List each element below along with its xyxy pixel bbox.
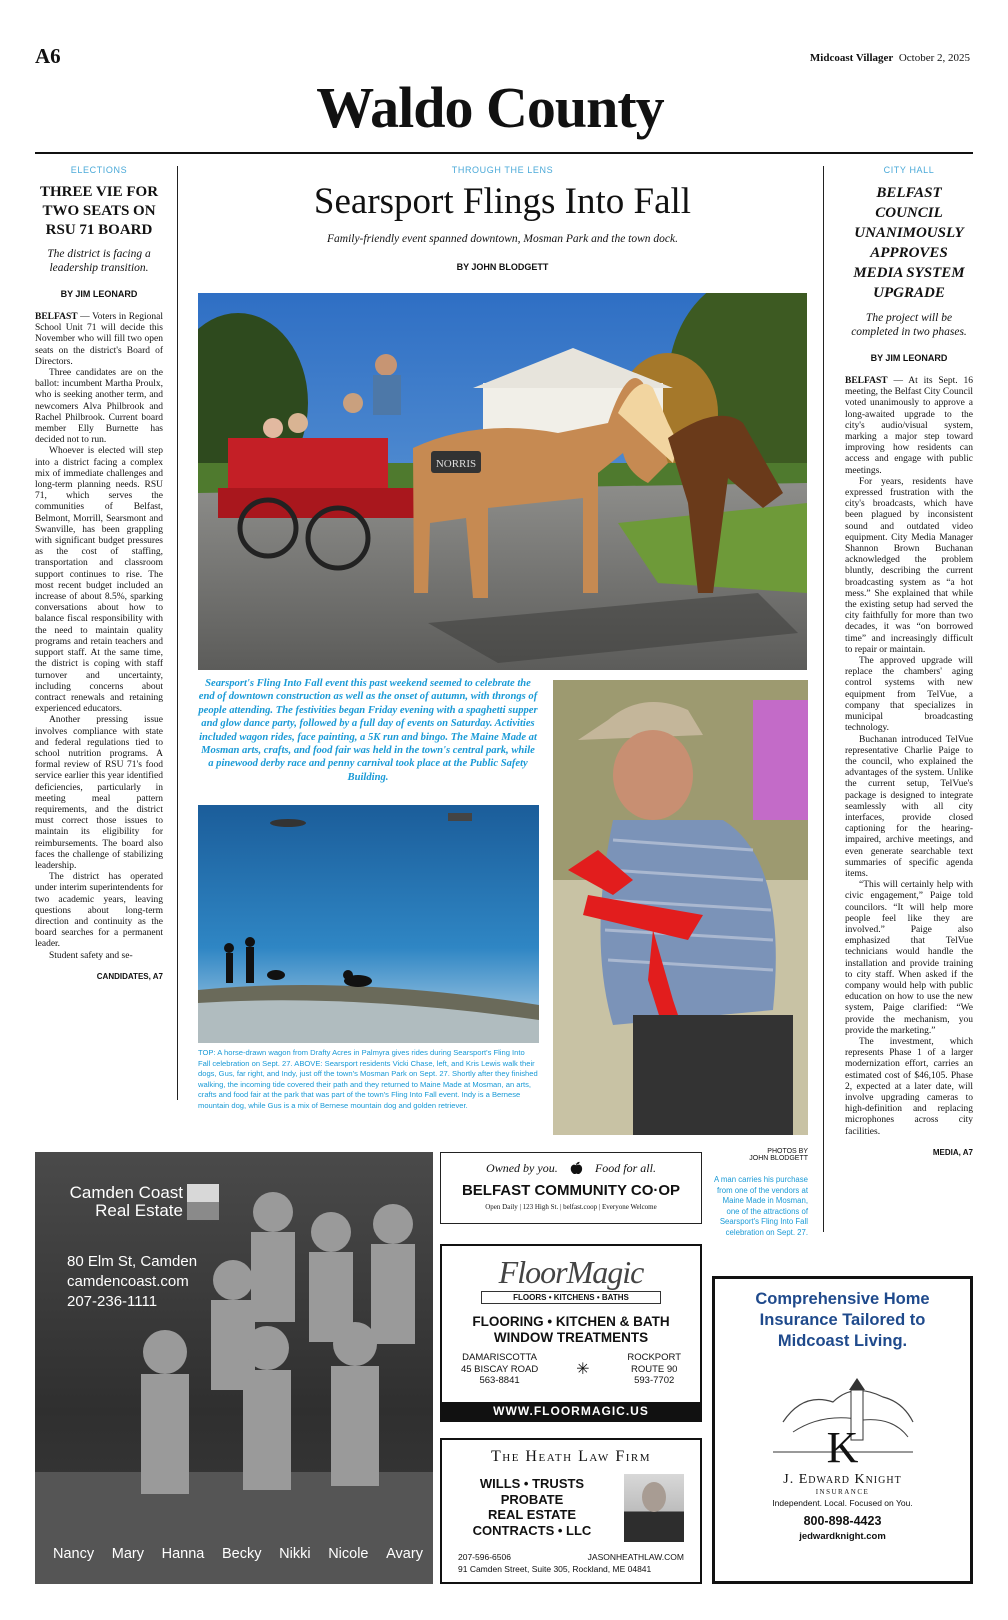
- camden-phone: 207-236-1111: [67, 1293, 158, 1310]
- heath-title: The Heath Law Firm: [491, 1448, 651, 1465]
- heath-service: PROBATE: [500, 1491, 564, 1507]
- left-paragraph: The district has operated under interim superintendents for two academic years, leaving questions about long-term direction and continuity as the board searches for a permanent leader.: [35, 872, 163, 950]
- floormagic-location: [461, 1352, 538, 1387]
- left-dateline: BELFAST: [35, 312, 78, 322]
- heath-footer: [458, 1552, 684, 1574]
- right-byline: BY JIM LEONARD: [870, 353, 948, 363]
- knight-tagline: Independent. Local. Focused on You.: [772, 1498, 913, 1508]
- knight-monogram: K: [826, 1423, 859, 1472]
- agent-name: Becky: [222, 1546, 262, 1562]
- right-headline: BELFAST COUNCIL UNANIMOUSLY APPROVES MEDIA SYSTEM UPGRADE: [853, 185, 965, 301]
- shore-illustration: [198, 805, 539, 1043]
- page-number: A6: [35, 44, 61, 68]
- camden-contact: [67, 1252, 197, 1312]
- wagon-illustration: [198, 293, 807, 670]
- right-paragraph: — At its Sept. 16 meeting, the Belfast City Council voted unanimously to approve a long-awaited upgrade to the city's audio/visual system, marking a major step toward improving how residents can access and engage with public meetings.: [845, 376, 974, 476]
- ad-heath-law[interactable]: [440, 1438, 702, 1584]
- ad-knight-insurance[interactable]: [712, 1276, 973, 1584]
- photo-credit: [700, 1148, 808, 1162]
- left-headline: THREE VIE FOR TWO SEATS ON RSU 71 BOARD: [39, 184, 159, 238]
- ad-belfast-coop[interactable]: [440, 1152, 702, 1224]
- center-headline: Searsport Flings Into Fall: [313, 181, 692, 222]
- center-kicker: THROUGH THE LENS: [451, 165, 554, 175]
- folio-line: [810, 52, 970, 64]
- knight-headline: Comprehensive Home Insurance Tailored to Midcoast Living.: [755, 1290, 930, 1350]
- left-dek: The district is facing a leadership transition.: [47, 248, 151, 274]
- agent-name: Avary: [386, 1546, 423, 1562]
- column-rule-left: [177, 166, 178, 1100]
- agent-name: Hanna: [161, 1546, 205, 1562]
- center-byline: BY JOHN BLODGETT: [456, 262, 549, 272]
- camden-agent-names: [53, 1546, 423, 1562]
- left-body: [35, 312, 163, 962]
- right-paragraph: The approved upgrade will replace the chambers' aging control systems with new equipment from TelVue, a company that specializes in municipal broadcasting technology.: [845, 656, 973, 734]
- floormagic-locations: [442, 1352, 700, 1387]
- right-kicker: CITY HALL: [883, 165, 935, 175]
- right-paragraph: The investment, which represents Phase 1 of a larger modernization effort, carries an estimated cost of $46,105. Phase 2, expected at a later date, will involve upgrading cameras to high-definition and replacing microphones across city facilities.: [845, 1036, 973, 1137]
- knight-name: J. Edward Knight: [783, 1472, 902, 1487]
- agent-name: Mary: [111, 1546, 144, 1562]
- heath-url[interactable]: JASONHEATHLAW.COM: [587, 1552, 684, 1562]
- coop-tag-left: Owned by you.: [486, 1161, 558, 1175]
- right-dateline: BELFAST: [845, 376, 888, 386]
- camden-logo-mark: [187, 1184, 219, 1220]
- heath-contact-row: [458, 1552, 684, 1562]
- heath-service: WILLS • TRUSTS: [479, 1476, 585, 1491]
- right-body: [845, 376, 973, 1138]
- location-town: ROCKPORT: [627, 1352, 682, 1363]
- right-paragraph: For years, residents have expressed frustration with the city's broadcasts, which have been plagued by inconsistent sound and outdated video equipment. City Media Manager Shannon Brown Buchanan acknowledged the problem bluntly, describing the current broadcasting system as “a hot mess.” She explained that while the existing setup had served the city faithfully for more than two decades, it was “on borrowed time” and increasingly difficult to repair or maintain.: [845, 476, 973, 655]
- camden-address: 80 Elm St, Camden: [67, 1253, 198, 1270]
- left-kicker: ELECTIONS: [70, 165, 128, 175]
- left-paragraph: Three candidates are on the ballot: incumbent Martha Proulx, who is seeking another term, and newcomers Alva Philbrook and Rachel Philbrook. Current board member Elly Burnette has decided not to run.: [35, 368, 163, 446]
- photo-credit-line: JOHN BLODGETT: [749, 1155, 808, 1162]
- right-jump-link[interactable]: MEDIA, A7: [932, 1147, 973, 1157]
- heath-service: CONTRACTS • LLC: [472, 1522, 592, 1538]
- right-dek: The project will be completed in two phases.: [851, 312, 967, 338]
- floormagic-service-line: WINDOW TREATMENTS: [493, 1330, 649, 1345]
- left-story: [35, 165, 163, 981]
- wagon-photo: [198, 293, 807, 670]
- agent-name: Nancy: [53, 1546, 95, 1562]
- coop-info: Open Daily | 123 High St. | belfast.coop | Everyone Welcome: [485, 1203, 657, 1211]
- apple-icon: 🍎︎: [568, 1161, 584, 1175]
- heath-services: [452, 1476, 612, 1538]
- knight-sub: INSURANCE: [815, 1488, 870, 1496]
- heath-service: REAL ESTATE: [487, 1507, 577, 1522]
- floormagic-ribbon: FLOORS • KITCHENS • BATHS: [481, 1291, 661, 1304]
- camden-website[interactable]: camdencoast.com: [67, 1273, 189, 1290]
- location-street: 45 BISCAY ROAD: [460, 1363, 539, 1375]
- paper-name: Midcoast Villager: [809, 52, 894, 64]
- center-dek: Family-friendly event spanned downtown, Mosman Park and the town dock.: [326, 233, 678, 245]
- knight-phone: 800-898-4423: [803, 1514, 882, 1528]
- ad-camden-coast[interactable]: [35, 1152, 433, 1584]
- heath-phone: 207-596-6506: [458, 1552, 511, 1562]
- location-town: DAMARISCOTTA: [462, 1352, 537, 1363]
- header-rule: [35, 152, 973, 154]
- left-byline: BY JIM LEONARD: [60, 289, 138, 299]
- right-paragraph: Buchanan introduced TelVue representative Charlie Paige to the council, who explained the advantages of the system. Unlike the current setup, TelVue's package is designed to integrate seamlessly with all city interfaces, provide closed captioning for the hearing-impaired, archive meetings, and even generate searchable text summaries of specific agenda items.: [845, 734, 973, 879]
- agent-name: Nikki: [279, 1546, 311, 1562]
- right-story: [845, 165, 973, 1157]
- left-paragraph: — Voters in Regional School Unit 71 will decide this November who will fill two open seats on the district's Board of Directors.: [35, 312, 164, 367]
- ad-floormagic[interactable]: [440, 1244, 702, 1422]
- left-jump-link[interactable]: CANDIDATES, A7: [96, 971, 163, 981]
- floormagic-service-line: FLOORING • KITCHEN & BATH: [472, 1314, 670, 1329]
- coop-name: BELFAST COMMUNITY CO·OP: [461, 1182, 681, 1199]
- camden-brand: [55, 1184, 183, 1220]
- heath-portrait: [624, 1474, 684, 1542]
- coop-tag-right: Food for all.: [594, 1161, 656, 1175]
- knight-url[interactable]: jedwardknight.com: [799, 1531, 886, 1542]
- photo-credit-line: PHOTOS BY: [767, 1148, 808, 1155]
- harness-nameplate: NORRIS: [435, 458, 477, 470]
- camden-brand-line: Camden Coast: [69, 1183, 183, 1202]
- left-paragraph: Whoever is elected will step into a district facing a complex mix of immediate challenges and long-term planning needs. RSU 71, which serves the communities of Belfast, Belmont, Morrill, Searsmont and Swanville, has been grappling with significant budget pressures as the cost of staffing, transportation and classroom support continues to rise. The most recent budget included an increase of about 8.5%, sparking conversations about how to balance fiscal responsibility with the need to maintain quality programs and retain teachers and support staff. At the same time, the district is coping with staff turnover and uncertainty, including concerns about contract renewals and retaining experienced educators.: [35, 446, 163, 715]
- man-photo: [553, 680, 808, 1135]
- column-rule-right: [823, 166, 824, 1232]
- photo-caption: TOP: A horse-drawn wagon from Drafty Acres in Palmyra gives rides during Searsport's Fling Into Fall celebration on Sept. 27. ABOVE: Searsport residents Vicki Chase, left, and Kris Lewis walk their dogs, Gus, far right, and Indy, just off the town's Mosman Park on Sept. 27. Shortly after they finished walking, the incoming tide covered their path and they returned to Maine Made at Mosman, an arts, crafts and food fair at the park that was part of the town's Fling Into Fall event. Indy is a Bernese mountain dog, while Gus is a mix of Bernese mountain dog and golden retriever.: [198, 1048, 538, 1110]
- man-illustration: [553, 680, 808, 1135]
- location-street: ROUTE 90: [630, 1363, 678, 1375]
- floormagic-services: [442, 1314, 700, 1346]
- pull-caption: Searsport's Fling Into Fall event this past weekend seemed to celebrate the end of downtown construction as well as the onset of autumn, with throngs of people attending. The festivities began Friday evening with a spaghetti supper and glow dance party, followed by a full day of events on Saturday. Activities included wagon rides, face painting, a 5K run and bingo. The Maine Made at Mosman arts, crafts, and food fair was held in the town's central park, while a pinewood derby race and penny carnival took place at the Public Safety Building.: [198, 678, 538, 783]
- floormagic-url[interactable]: WWW.FLOORMAGIC.US: [442, 1402, 700, 1420]
- left-paragraph: Student safety and se-: [49, 950, 133, 961]
- location-phone: 563-8841: [479, 1375, 520, 1386]
- right-paragraph: “This will certainly help with civic engagement,” Paige told councilors. “It will help more people feel like they are involved.” Paige also emphasized that TelVue technicians would handle the installation and provide training to city staff. When asked if the company would help with public education on how to use the new system, Paige clarified: “We provide the mechanism, you provide the marketing.”: [845, 880, 973, 1036]
- portrait-head: [642, 1482, 666, 1512]
- left-paragraph: Another pressing issue involves compliance with state and federal regulations tied to school nutrition programs. A formal review of RSU 71's food service earlier this year identified deficiencies, particularly in meeting meal pattern requirements, and the district must correct those issues to maintain its eligibility for reimbursements. The board also faces the challenge of stabilizing leadership.: [35, 715, 163, 871]
- coop-tagline: [441, 1161, 701, 1176]
- floormagic-location: [627, 1352, 681, 1387]
- side-caption: A man carries his purchase from one of the vendors at Maine Made in Mosman, one of the attractions of Searsport's Fling Into Fall celebration on Sept. 27.: [713, 1175, 808, 1237]
- floormagic-logo: FloorMagic: [498, 1254, 644, 1290]
- camden-brand-line: Real Estate: [95, 1201, 183, 1220]
- agent-name: Nicole: [328, 1546, 369, 1562]
- heath-address: 91 Camden Street, Suite 305, Rockland, ME 04841: [458, 1564, 652, 1574]
- location-phone: 593-7702: [634, 1375, 675, 1386]
- section-title: Waldo County: [316, 75, 664, 140]
- shore-photo: [198, 805, 539, 1043]
- star-icon: ✳: [576, 1360, 590, 1378]
- issue-date: October 2, 2025: [898, 52, 970, 64]
